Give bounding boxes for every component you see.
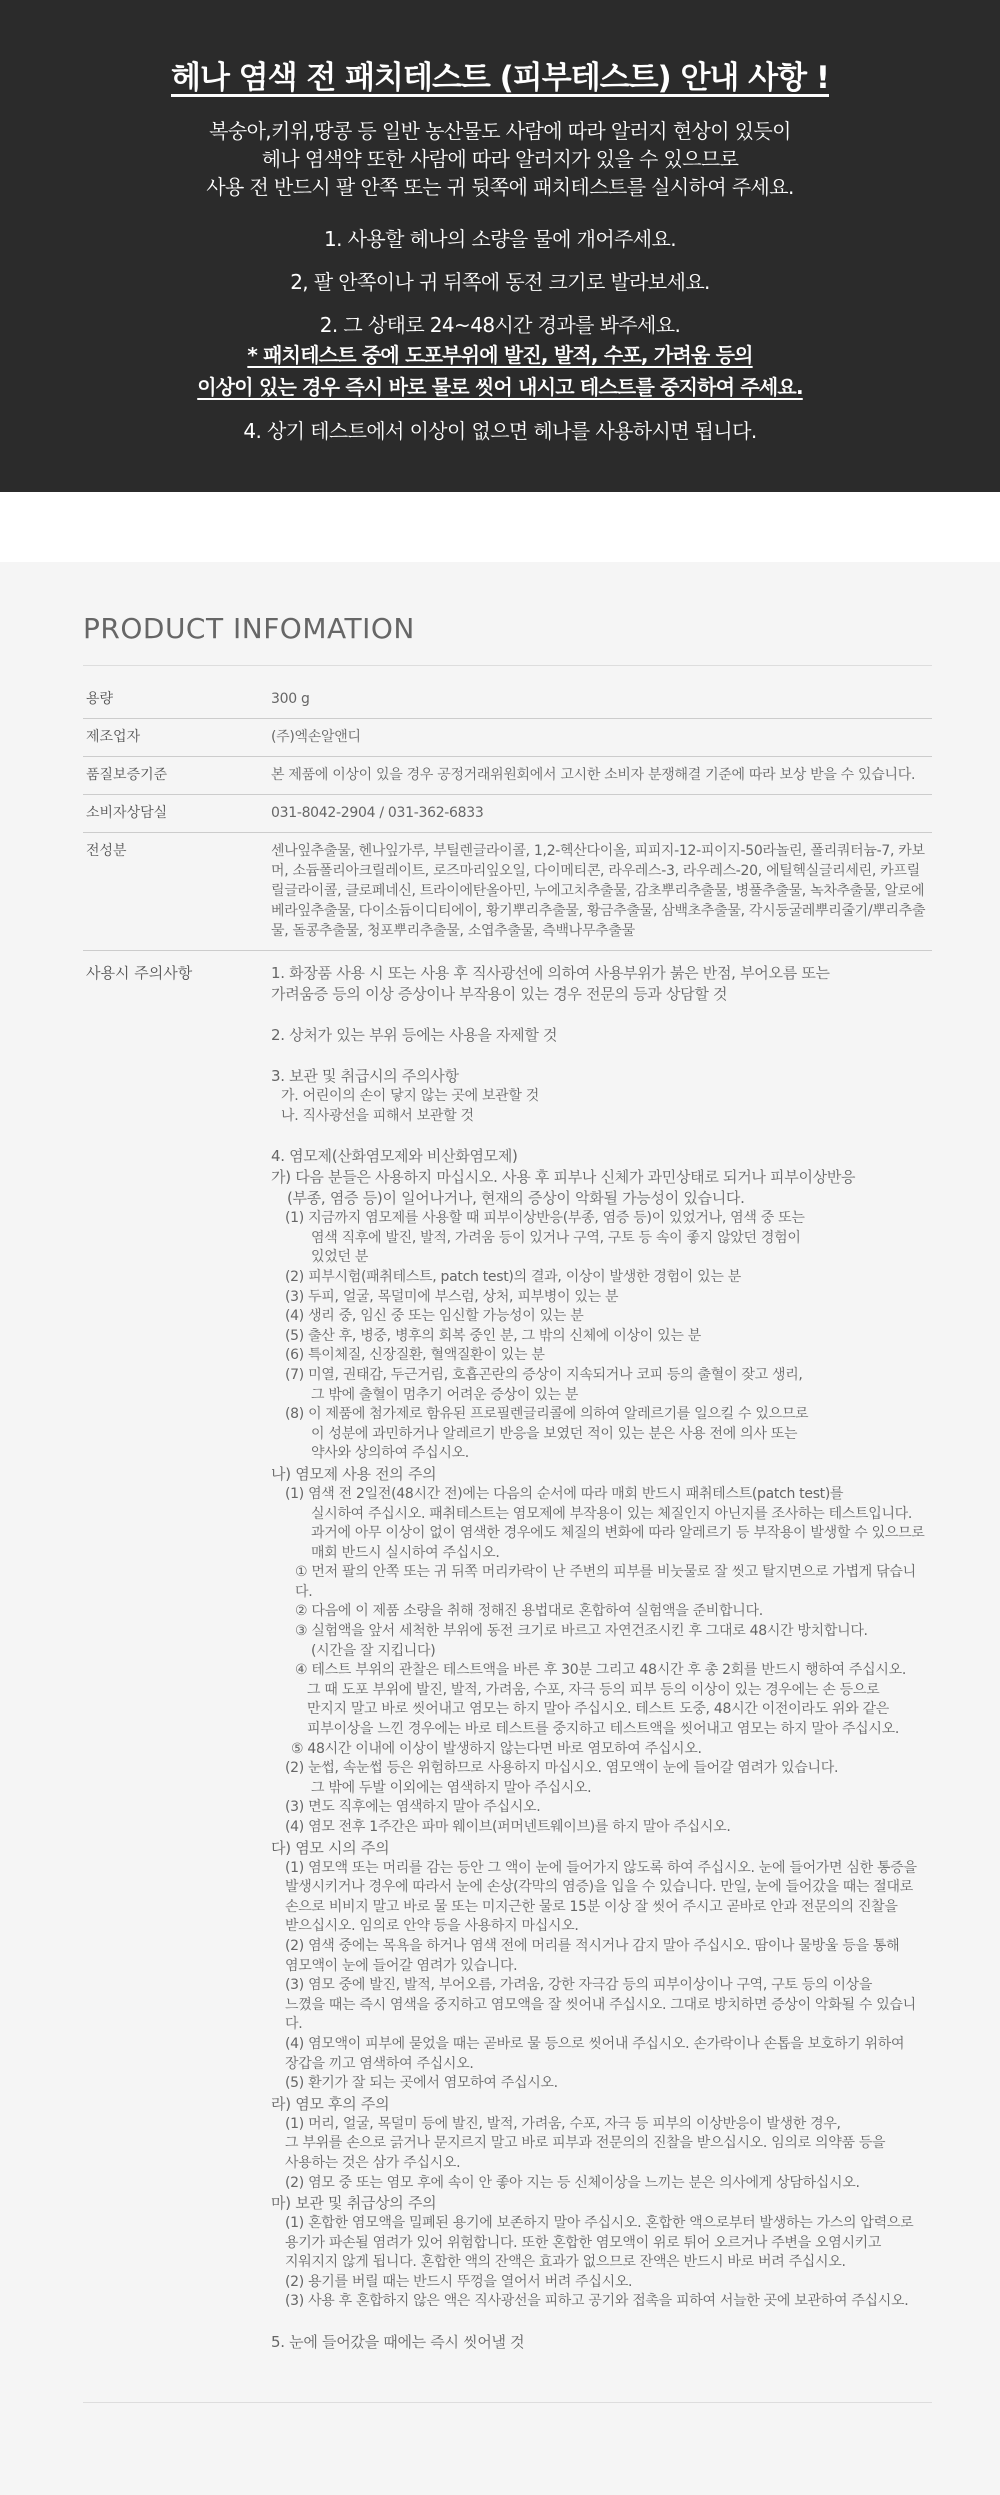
caution-line: 약사와 상의하여 주십시오. (311, 1445, 469, 1462)
caution-line: 가) 다음 분들은 사용하지 마십시오. 사용 후 피부나 신체가 과민상태로 되거나 피부이상반응 (271, 1168, 856, 1187)
caution-line: 매회 반드시 실시하여 주십시오. (311, 1544, 500, 1561)
caution-line: 있었던 분 (311, 1249, 369, 1266)
info-label: 품질보증기준 (86, 767, 168, 783)
caution-line: (3) 면도 직후에는 염색하지 말아 주십시오. (285, 1799, 541, 1816)
caution-line: (4) 염모액이 피부에 묻었을 때는 곧바로 물 등으로 씻어내 주십시오. 손가락이나 손톱을 보호하기 위하여 (285, 2035, 905, 2052)
caution-line: 피부이상을 느낀 경우에는 바로 테스트를 중지하고 테스트액을 씻어내고 염모는 하지 말아 주십시오. (307, 1721, 899, 1738)
caution-line: 장갑을 끼고 염색하여 주십시오. (285, 2055, 474, 2072)
caution-line: 가. 어린이의 손이 닿지 않는 곳에 보관할 것 (281, 1088, 540, 1104)
caution-line: ④ 테스트 부위의 관찰은 테스트액을 바른 후 30분 그리고 48시간 후 총 2회를 반드시 행하여 주십시오. (295, 1662, 906, 1679)
caution-line: 나. 직사광선을 피해서 보관할 것 (281, 1107, 474, 1124)
caution-line: (시간을 잘 지킵니다) (311, 1642, 436, 1659)
info-row-manufacturer (83, 719, 932, 757)
caution-line: (5) 환기가 잘 되는 곳에서 염모하여 주십시오. (285, 2075, 558, 2092)
info-label: 소비자상담실 (86, 805, 168, 821)
caution-line: (1) 혼합한 염모액을 밀폐된 용기에 보존하지 말아 주십시오. 혼합한 액으로부터 발생하는 가스의 압력으로 (285, 2215, 914, 2232)
info-value: 300 g (271, 691, 310, 707)
caution-text (271, 963, 932, 2353)
notice-intro-line: 사용 전 반드시 팔 안쪽 또는 귀 뒷쪽에 패치테스트를 실시하여 주세요. (206, 175, 794, 199)
caution-line: 실시하여 주십시오. 패취테스트는 염모제에 부작용이 있는 체질인지 아닌지를 조사하는 테스트입니다. (311, 1505, 913, 1522)
patch-test-notice (0, 0, 1000, 492)
product-info-table (83, 681, 932, 2362)
caution-line: 라) 염모 후의 주의 (271, 2094, 390, 2113)
notice-step-1: 1. 사용할 헤나의 소량을 물에 개어주세요. (324, 227, 676, 251)
info-label: 사용시 주의사항 (86, 964, 193, 982)
caution-line: 5. 눈에 들어갔을 때에는 즉시 씻어낼 것 (271, 2333, 525, 2352)
section-divider (83, 2402, 932, 2403)
caution-line: 나) 염모제 사용 전의 주의 (271, 1464, 437, 1483)
caution-line: 그 부위를 손으로 긁거나 문지르지 말고 바로 피부과 전문의의 진찰을 받으십시오. 임의로 의약품 등을 (285, 2135, 886, 2152)
caution-line: 발생시키거나 경우에 따라서 눈에 손상(각막의 염증)을 입을 수 있습니다. 만일, 눈에 들어갔을 때는 절대로 (285, 1879, 913, 1896)
caution-line: ② 다음에 이 제품 소량을 취해 정해진 용법대로 혼합하여 실험액을 준비합니다. (295, 1603, 763, 1620)
caution-line: 받으십시오. 임의로 안약 등을 사용하지 마십시오. (285, 1918, 579, 1935)
notice-steps (0, 225, 1000, 445)
notice-intro-line: 복숭아,키위,땅콩 등 일반 농산물도 사람에 따라 알러지 현상이 있듯이 (209, 119, 791, 143)
caution-line: (2) 눈썹, 속눈썹 등은 위험하므로 사용하지 마십시오. 염모액이 눈에 들어갈 염려가 있습니다. (285, 1760, 839, 1777)
caution-line: 손으로 비비지 말고 바로 물 또는 미지근한 물로 15분 이상 잘 씻어 주시고 곧바로 안과 전문의의 진찰을 (285, 1898, 898, 1915)
caution-line: (1) 머리, 얼굴, 목덜미 등에 발진, 발적, 가려움, 수포, 자극 등 피부의 이상반응이 발생한 경우, (285, 2115, 841, 2132)
info-value: 센나잎추출물, 헨나잎가루, 부틸렌글라이콜, 1,2-헥산다이올, 피피지-12-피이지-50라놀린, 폴리쿼터늄-7, 카보머, 소듐폴리아크릴레이트, 로즈마리잎오일, 다이메티콘, 라우레스-3, 라우레스-20, 에틸헥실글리세린, 카프릴릴글라이콜, 클로페네신, 트라이에탄올아민, 누에고치추출물, 감초뿌리추출물, 병풀추출물, 녹차추출물, 알로에베라잎추출물, 다이소듐이디티에이, 황기뿌리추출물, 황금추출물, 삼백초추출물, 각시둥굴레뿌리줄기/뿌리추출물, 돌콩추출물, 청포뿌리추출물, 소엽추출물, 측백나무추출물 (271, 843, 926, 939)
caution-line: (1) 지금까지 염모제를 사용할 때 피부이상반응(부종, 염증 등)이 있었거나, 염색 중 또는 (285, 1210, 805, 1227)
caution-line: ⑤ 48시간 이내에 이상이 발생하지 않는다면 바로 염모하여 주십시오. (291, 1740, 702, 1757)
info-row-capacity (83, 681, 932, 719)
section-spacer (0, 492, 1000, 562)
caution-line: (1) 염색 전 2일전(48시간 전)에는 다음의 순서에 따라 매회 반드시 패취테스트(patch test)를 (285, 1485, 844, 1502)
notice-intro-line: 헤나 염색약 또한 사람에 따라 알러지가 있을 수 있으므로 (261, 147, 739, 171)
info-row-ingredients (83, 833, 932, 951)
info-label: 전성분 (86, 843, 127, 859)
caution-line: 4. 염모제(산화염모제와 비산화염모제) (271, 1147, 518, 1166)
caution-line: (부종, 염증 등)이 일어나거나, 현재의 증상이 악화될 가능성이 있습니다. (287, 1189, 745, 1208)
caution-line: 마) 보관 및 취급상의 주의 (271, 2194, 437, 2213)
notice-step-3: 2. 그 상태로 24~48시간 경과를 봐주세요. (319, 313, 681, 337)
caution-line: (2) 염색 중에는 목욕을 하거나 염색 전에 머리를 적시거나 감지 말아 주십시오. 땀이나 물방울 등을 통해 (285, 1937, 900, 1954)
caution-line: 느꼈을 때는 즉시 염색을 중지하고 염모액을 잘 씻어내 주십시오. 그대로 방치하면 증상이 악화될 수 있습니다. (285, 1996, 916, 2033)
caution-line: (7) 미열, 권태감, 두근거림, 호흡곤란의 증상이 지속되거나 코피 등의 출혈이 잦고 생리, (285, 1366, 803, 1383)
caution-line: (5) 출산 후, 병중, 병후의 회복 중인 분, 그 밖의 신체에 이상이 있는 분 (285, 1327, 701, 1344)
notice-title: 헤나 염색 전 패치테스트 (피부테스트) 안내 사항 ! (171, 60, 829, 96)
caution-line: 그 때 도포 부위에 발진, 발적, 가려움, 수포, 자극 등의 피부 등의 이상이 있는 경우에는 손 등으로 (307, 1681, 880, 1698)
info-row-quality-standard (83, 757, 932, 795)
info-value: 031-8042-2904 / 031-362-6833 (271, 805, 484, 821)
notice-warning-line: * 패치테스트 중에 도포부위에 발진, 발적, 수포, 가려움 등의 (247, 343, 753, 367)
product-information (0, 562, 1000, 2495)
caution-line: (3) 두피, 얼굴, 목덜미에 부스럼, 상처, 피부병이 있는 분 (285, 1288, 619, 1305)
caution-line: 그 밖에 출혈이 멈추기 어려운 증상이 있는 분 (311, 1386, 579, 1403)
caution-line: (4) 생리 중, 임신 중 또는 임신할 가능성이 있는 분 (285, 1308, 584, 1325)
caution-line: 2. 상처가 있는 부위 등에는 사용을 자제할 것 (271, 1026, 558, 1044)
caution-line: 그 밖에 두발 이외에는 염색하지 말아 주십시오. (311, 1779, 592, 1796)
product-info-heading: PRODUCT INFOMATION (83, 612, 932, 666)
caution-line: (8) 이 제품에 첨가제로 함유된 프로필렌글리콜에 의하여 알레르기를 일으킬 수 있으므로 (285, 1406, 809, 1423)
caution-line: 다) 염모 시의 주의 (271, 1838, 390, 1857)
caution-line: (6) 특이체질, 신장질환, 혈액질환이 있는 분 (285, 1347, 545, 1364)
info-label: 용량 (86, 691, 114, 707)
caution-line: 용기가 파손될 염려가 있어 위험합니다. 또한 혼합한 염모액이 위로 튀어 오르거나 주변을 오염시키고 (285, 2234, 882, 2251)
caution-line: (4) 염모 전후 1주간은 파마 웨이브(퍼머넨트웨이브)를 하지 말아 주십시오. (285, 1819, 731, 1835)
caution-line: 1. 화장품 사용 시 또는 사용 후 직사광선에 의하여 사용부위가 붉은 반점, 부어오름 또는 (271, 964, 830, 982)
caution-line: 3. 보관 및 취급시의 주의사항 (271, 1067, 459, 1085)
notice-intro (0, 117, 1000, 201)
caution-line: 지워지지 않게 됩니다. 혼합한 액의 잔액은 효과가 없으므로 잔액은 반드시 바로 버려 주십시오. (285, 2254, 846, 2271)
caution-line: 과거에 아무 이상이 없이 염색한 경우에도 체질의 변화에 따라 알레르기 등 부작용이 발생할 수 있으므로 (311, 1525, 925, 1542)
caution-line: (2) 피부시험(패취테스트, patch test)의 결과, 이상이 발생한 경험이 있는 분 (285, 1268, 741, 1285)
caution-line: ③ 실험액을 앞서 세척한 부위에 동전 크기로 바르고 자연건조시킨 후 그대로 48시간 방치합니다. (295, 1623, 868, 1640)
caution-line: 염색 직후에 발진, 발적, 가려움 등이 있거나 구역, 구토 등 속이 좋지 않았던 경험이 (311, 1229, 801, 1246)
notice-step-4: 4. 상기 테스트에서 이상이 없으면 헤나를 사용하시면 됩니다. (243, 419, 757, 443)
notice-step-2: 2, 팔 안쪽이나 귀 뒤쪽에 동전 크기로 발라보세요. (290, 270, 710, 294)
caution-line: (2) 용기를 버릴 때는 반드시 뚜껑을 열어서 버려 주십시오. (285, 2273, 633, 2290)
caution-line: ① 먼저 팔의 안쪽 또는 귀 뒤쪽 머리카락이 난 주변의 피부를 비눗물로 잘 씻고 탈지면으로 가볍게 닦습니다. (295, 1564, 916, 1600)
info-label: 제조업자 (86, 729, 141, 745)
info-value: 본 제품에 이상이 있을 경우 공정거래위원회에서 고시한 소비자 분쟁해결 기준에 따라 보상 받을 수 있습니다. (271, 767, 916, 783)
caution-line: 사용하는 것은 삼가 주십시오. (285, 2154, 461, 2171)
caution-line: (3) 사용 후 혼합하지 않은 액은 직사광선을 피하고 공기와 접촉을 피하여 서늘한 곳에 보관하여 주십시오. (285, 2293, 909, 2310)
info-row-consumer-center (83, 795, 932, 833)
caution-line: (1) 염모액 또는 머리를 감는 등안 그 액이 눈에 들어가지 않도록 하여 주십시오. 눈에 들어가면 심한 통증을 (285, 1859, 917, 1876)
caution-line: (2) 염모 중 또는 염모 후에 속이 안 좋아 지는 등 신체이상을 느끼는 분은 의사에게 상담하십시오. (285, 2174, 860, 2191)
notice-warning-line: 이상이 있는 경우 즉시 바로 물로 씻어 내시고 테스트를 중지하여 주세요. (197, 375, 803, 399)
info-row-caution (83, 951, 932, 2362)
caution-line: 만지지 말고 바로 씻어내고 염모는 하지 말아 주십시오. 테스트 도중, 48시간 이전이라도 위와 같은 (307, 1701, 889, 1718)
caution-line: 가려움증 등의 이상 증상이나 부작용이 있는 경우 전문의 등과 상담할 것 (271, 985, 728, 1003)
caution-line: (3) 염모 중에 발진, 발적, 부어오름, 가려움, 강한 자극감 등의 피부이상이나 구역, 구토 등의 이상을 (285, 1977, 873, 1994)
caution-line: 염모액이 눈에 들어갈 염려가 있습니다. (285, 1957, 518, 1974)
info-value: (주)엑손알앤디 (271, 729, 361, 745)
caution-line: 이 성분에 과민하거나 알레르기 반응을 보였던 적이 있는 분은 사용 전에 의사 또는 (311, 1425, 798, 1442)
